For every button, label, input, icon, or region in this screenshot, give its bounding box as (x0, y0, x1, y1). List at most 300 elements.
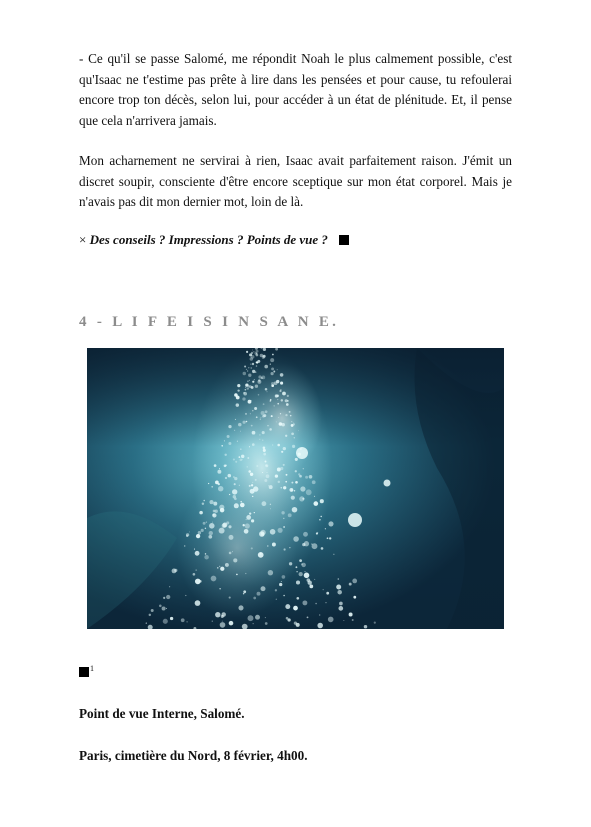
bubble (233, 558, 237, 562)
chapter-title: 4 - L I F E I S I N S A N E. (79, 314, 340, 330)
bubble (281, 581, 282, 582)
bubble (222, 523, 227, 528)
bubble (272, 354, 274, 356)
bubble (247, 380, 249, 382)
bubble (353, 596, 356, 599)
bubble (215, 612, 220, 617)
bubble (277, 399, 278, 400)
bubble (169, 586, 170, 587)
bubble (246, 351, 248, 353)
bubble (235, 419, 236, 420)
bubble (262, 501, 267, 506)
bubble (244, 366, 246, 368)
bubble (268, 570, 273, 575)
bubble (245, 413, 247, 415)
bubble (219, 566, 220, 567)
bubble (203, 522, 206, 525)
bubble (236, 574, 238, 576)
bubble (286, 403, 289, 406)
bubble (186, 533, 189, 536)
bubble (243, 421, 246, 424)
bubble (272, 543, 276, 547)
bubble (251, 519, 254, 522)
bubble (212, 621, 213, 622)
bubble (319, 519, 321, 521)
bubble (295, 481, 298, 484)
bubble (212, 522, 213, 523)
bubble (338, 578, 340, 580)
bubble (263, 453, 266, 456)
bubble (238, 605, 243, 610)
bubble (265, 622, 268, 625)
bubble (225, 563, 229, 567)
bubble (320, 516, 321, 517)
bubble (287, 395, 289, 397)
bubble (242, 397, 245, 400)
bubble (267, 472, 268, 473)
bubble (285, 414, 287, 416)
bubble (149, 614, 151, 616)
bubble (256, 361, 258, 363)
bubble (229, 621, 234, 626)
feedback-request (79, 232, 349, 248)
bubble (267, 545, 268, 546)
bubble (221, 445, 223, 447)
bubble (276, 380, 279, 383)
bubble (293, 423, 295, 425)
bubble (249, 446, 250, 447)
bubble (243, 524, 245, 526)
bubble (232, 551, 233, 552)
bubble (243, 392, 247, 396)
bubble (289, 562, 292, 565)
bubble (266, 474, 270, 478)
bubble (244, 529, 249, 534)
bubble (245, 387, 246, 388)
bubble (258, 552, 264, 558)
bubble (280, 467, 283, 470)
bubble (305, 571, 306, 572)
bubble (265, 410, 268, 413)
bubble (281, 399, 283, 401)
bubble (325, 528, 326, 529)
bubble (364, 625, 367, 628)
bubble (296, 580, 300, 584)
bubble (306, 489, 312, 495)
bubble (248, 400, 252, 404)
bubble (245, 389, 247, 391)
bubble (302, 600, 307, 605)
bubble (238, 423, 242, 427)
bubble (181, 618, 185, 622)
bubble (289, 411, 291, 413)
bubble (286, 474, 288, 476)
bubble (277, 369, 278, 370)
bubble (229, 597, 231, 599)
bubble (237, 441, 238, 442)
bubble (259, 434, 261, 436)
bubble (250, 413, 251, 414)
bubble (327, 537, 329, 539)
bubble (258, 379, 260, 381)
bubble (251, 484, 253, 486)
bubble (276, 421, 277, 422)
bubble (281, 511, 284, 514)
place-date-heading: Paris, cimetière du Nord, 8 février, 4h00. (79, 748, 308, 763)
bubble (170, 617, 173, 620)
bubble (255, 615, 260, 620)
bubble (233, 476, 235, 478)
bubble (263, 449, 266, 452)
bubble (267, 425, 268, 426)
bubble (195, 600, 201, 606)
bubble (282, 392, 286, 396)
bubble (265, 464, 267, 466)
bubble (250, 363, 251, 364)
bubble (272, 444, 273, 445)
bubble (284, 548, 286, 550)
bubble (271, 367, 274, 370)
bubble (213, 502, 217, 506)
bubble (240, 448, 242, 450)
bubble (261, 586, 266, 591)
bubble (283, 486, 286, 489)
bubble (259, 439, 260, 440)
bubble (184, 545, 185, 546)
bubble (329, 537, 331, 539)
bubble (281, 451, 283, 453)
bubble (247, 457, 249, 459)
bubble (256, 365, 258, 367)
bubble (159, 605, 162, 608)
bubble (193, 573, 196, 576)
bubble (202, 503, 204, 505)
bubble (195, 569, 197, 571)
bubble (269, 485, 273, 489)
bubble (293, 422, 294, 423)
bubble (253, 597, 256, 600)
bubble (320, 499, 324, 503)
bubble (247, 387, 249, 389)
bubble (212, 514, 214, 516)
bubble (234, 477, 237, 480)
bubble (384, 480, 391, 487)
bubble (270, 504, 271, 505)
bubble (283, 518, 284, 519)
feedback-text: Des conseils ? Impressions ? Points de vue ? (89, 232, 328, 247)
bubble (199, 511, 203, 515)
bubble (283, 464, 285, 466)
bubble (313, 501, 318, 506)
bubble (234, 503, 239, 508)
bubble (162, 606, 166, 610)
bubble (349, 613, 353, 617)
bubble (225, 464, 227, 466)
bubble (251, 352, 253, 354)
bubble (303, 468, 304, 469)
bubble (228, 425, 231, 428)
bubble (289, 547, 290, 548)
bubble (314, 579, 315, 580)
bubble (245, 523, 250, 528)
bubble (336, 585, 341, 590)
bubble (243, 590, 246, 593)
bubble (258, 394, 260, 396)
footnote-reference[interactable]: 1 (90, 664, 94, 673)
bubble (248, 367, 249, 368)
bubble (280, 487, 282, 489)
bubble (228, 442, 231, 445)
bubble (257, 592, 261, 596)
bubble (163, 597, 165, 599)
bubble (314, 496, 315, 497)
bubble (209, 531, 213, 535)
bubble (240, 501, 242, 503)
bubble (221, 612, 225, 616)
bubble (303, 532, 308, 537)
black-square-icon (339, 235, 349, 245)
bubble (256, 416, 258, 418)
bubble (229, 494, 230, 495)
bubble (245, 383, 248, 386)
bubble (311, 543, 312, 544)
bubble (264, 479, 267, 482)
bubble (280, 389, 281, 390)
bubble (291, 482, 293, 484)
bubble (319, 614, 320, 615)
bubble (277, 444, 280, 447)
bubble (243, 372, 246, 375)
bubble (232, 489, 237, 494)
bubble (209, 500, 213, 504)
bubble (305, 476, 308, 479)
bubble (291, 489, 293, 491)
bubble (247, 370, 248, 371)
bubble (185, 595, 186, 596)
bubble (296, 597, 299, 600)
bubble (273, 405, 274, 406)
bubble (228, 525, 231, 528)
black-square-icon (79, 667, 89, 677)
bubble (208, 483, 209, 484)
bubble (220, 567, 224, 571)
bubble (315, 603, 317, 605)
bubble (258, 375, 261, 378)
bubble (300, 486, 305, 491)
bubble (219, 528, 225, 534)
bubble (240, 503, 245, 508)
bubble (246, 421, 248, 423)
bubble (251, 367, 252, 368)
bubble (151, 609, 154, 612)
bubble (273, 371, 275, 373)
bubble (280, 413, 281, 414)
bubble (326, 592, 329, 595)
bubble (224, 454, 226, 456)
bubble (333, 554, 334, 555)
bubble (293, 536, 299, 542)
bubble (219, 588, 220, 589)
bubble (254, 512, 255, 513)
bubble (308, 581, 312, 585)
bubble (248, 374, 251, 377)
bubble (302, 498, 304, 500)
bubble (285, 435, 287, 437)
bubble (229, 552, 232, 555)
bubble (283, 526, 285, 528)
bubble (198, 531, 201, 534)
bubble (266, 391, 267, 392)
bubble (279, 583, 282, 586)
bubble (299, 559, 302, 562)
bubble (208, 535, 212, 539)
bubble (261, 376, 265, 380)
bubble (229, 535, 234, 540)
bubble (374, 622, 376, 624)
bubble (254, 407, 257, 410)
point-of-view-heading: Point de vue Interne, Salomé. (79, 706, 245, 721)
bubble (246, 515, 251, 520)
bubble (270, 529, 276, 535)
bubble (253, 623, 254, 624)
cross-icon: × (79, 232, 87, 247)
bubble (252, 381, 254, 383)
bubble (250, 489, 255, 494)
bubble (235, 461, 237, 463)
bubble (249, 385, 252, 388)
bubble (163, 619, 168, 624)
bubble (249, 380, 250, 381)
bubble (186, 621, 187, 622)
bubble (211, 486, 213, 488)
bubble (278, 528, 283, 533)
bubble (250, 357, 253, 360)
bubble (295, 458, 298, 461)
bubble (252, 431, 256, 435)
bubble (321, 547, 324, 550)
bubble (280, 373, 284, 377)
bubble (278, 417, 279, 418)
bubble (261, 411, 265, 415)
bubble (220, 508, 225, 512)
bubble (255, 385, 258, 388)
bubble (285, 399, 288, 402)
bubble (349, 583, 352, 586)
bubble (262, 440, 263, 441)
bubble (166, 595, 170, 599)
bubble (312, 480, 316, 484)
bubble (282, 423, 285, 426)
bubble (294, 437, 295, 438)
bubble (301, 563, 303, 565)
bubble (227, 435, 230, 438)
bubble (298, 473, 300, 475)
bubble (206, 521, 207, 522)
bubble (236, 403, 239, 406)
bubble (213, 510, 216, 513)
bubble (237, 384, 240, 387)
bubble (317, 623, 323, 629)
bubble (254, 379, 255, 380)
bubble (233, 458, 235, 460)
bubble (214, 464, 217, 467)
bubble (285, 604, 290, 609)
bubble (255, 350, 258, 353)
bubble (217, 567, 218, 568)
bubble (263, 403, 265, 405)
bubble (246, 519, 247, 520)
bubble (166, 608, 167, 609)
bubble (271, 415, 273, 417)
bubble (252, 370, 255, 373)
bubble (194, 549, 195, 550)
bubble (328, 617, 334, 623)
bubble (260, 419, 261, 420)
bubble (195, 579, 201, 585)
bubble (262, 472, 263, 473)
bubble (348, 513, 362, 527)
bubble (201, 529, 204, 532)
bubble (260, 417, 261, 418)
bubble (270, 358, 274, 362)
bubble (253, 351, 254, 352)
bubble (288, 513, 292, 517)
bubble (217, 470, 221, 474)
bubble (245, 573, 246, 574)
bubble (250, 473, 253, 476)
bubble (205, 553, 207, 555)
bubble (203, 500, 205, 502)
bubble (211, 576, 217, 582)
bubble (296, 571, 297, 572)
bubble (205, 528, 206, 529)
bubble (328, 521, 333, 526)
bubble (247, 466, 248, 467)
bubble (283, 595, 285, 597)
bubble (271, 384, 274, 387)
bubble (271, 372, 274, 375)
bubble (277, 403, 279, 405)
bubble (220, 622, 226, 628)
bubble (344, 620, 345, 621)
bubble (278, 481, 280, 483)
bubble (292, 445, 295, 448)
bubble (316, 532, 318, 534)
bubble (252, 410, 253, 411)
bubble (338, 606, 343, 611)
bubble (262, 356, 265, 359)
bubble (252, 496, 253, 497)
bubble (304, 541, 309, 546)
bubble (243, 593, 244, 594)
bubble (251, 425, 253, 427)
bubble (228, 474, 232, 478)
bubble (309, 475, 313, 479)
bubble (325, 602, 326, 603)
bubble (275, 474, 278, 477)
bubble (276, 599, 277, 600)
bubble (304, 573, 310, 579)
bubble (295, 566, 297, 568)
bubble (293, 606, 298, 611)
bubble (260, 532, 264, 536)
bubble (309, 585, 313, 589)
bubble (248, 470, 251, 473)
bubble (246, 369, 247, 370)
bubble (270, 508, 271, 509)
bubble (146, 622, 147, 623)
bubble (252, 363, 254, 365)
